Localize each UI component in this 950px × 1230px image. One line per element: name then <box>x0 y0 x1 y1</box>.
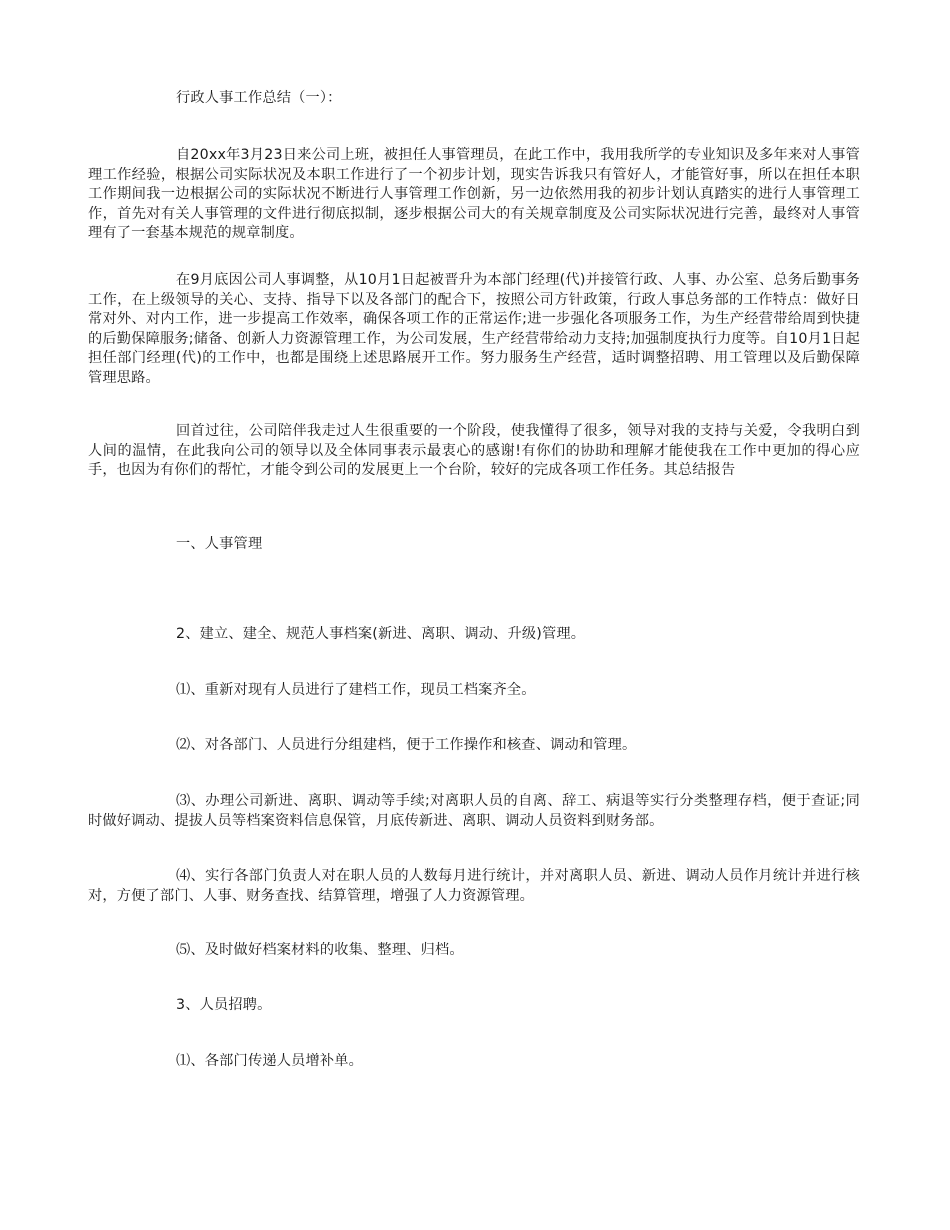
list-item: ⑴、各部门传递人员增补单。 <box>176 1053 364 1069</box>
paragraph-3: 回首过往，公司陪伴我走过人生很重要的一个阶段，使我懂得了很多，领导对我的支持与关爱，令我明白到人间的温情，在此我向公司的领导以及全体同事表示最衷心的感谢!有你们的协助和理解才能使我在工作中更加的得心应手，也因为有你们的帮忙，才能令到公司的发展更上一个台阶，较好的完成各项工作任务。其总结报告 <box>88 423 860 479</box>
list-item: ⑵、对各部门、人员进行分组建档，便于工作操作和核查、调动和管理。 <box>176 737 637 753</box>
document-title: 行政人事工作总结（一）： <box>176 90 342 106</box>
paragraph-2: 在9月底因公司人事调整，从10月1日起被晋升为本部门经理(代)并接管行政、人事、办公室、总务后勤事务工作，在上级领导的关心、支持、指导下以及各部门的配合下，按照公司方针政策，行政人事总务部的工作特点：做好日常对外、对内工作，进一步提高工作效率，确保各项工作的正常运作;进一步强化各项服务工作，为生产经营带给周到快捷的后勤保障服务;储备、创新人力资源管理工作，为公司发展，生产经营带给动力支持;加强制度执行力度等。自10月1日起担任部门经理(代)的工作中，也都是围绕上述思路展开工作。努力服务生产经营，适时调整招聘、用工管理以及后勤保障管理思路。 <box>88 272 860 386</box>
list-item: ⑶、办理公司新进、离职、调动等手续;对离职人员的自离、辞工、病退等实行分类整理存档，便于查证;同时做好调动、提拔人员等档案资料信息保管，月底传新进、离职、调动人员资料到财务部。 <box>88 793 860 829</box>
list-item: ⑴、重新对现有人员进行了建档工作，现员工档案齐全。 <box>176 682 536 698</box>
section-heading-personnel: 一、人事管理 <box>176 536 263 552</box>
list-item: ⑷、实行各部门负责人对在职人员的人数每月进行统计，并对离职人员、新进、调动人员作月统计并进行核对，方便了部门、人事、财务查找、结算管理，增强了人力资源管理。 <box>88 868 860 904</box>
paragraph-1: 自20xx年3月23日来公司上班，被担任人事管理员，在此工作中，我用我所学的专业知识及多年来对人事管理工作经验，根据公司实际状况及本职工作进行了一个初步计划，现实告诉我只有管好人，才能管好事，所以在担任本职工作期间我一边根据公司的实际状况不断进行人事管理工作创新，另一边依然用我的初步计划认真踏实的进行人事管理工作，首先对有关人事管理的文件进行彻底拟制，逐步根据公司大的有关规章制度及公司实际状况进行完善，最终对人事管理有了一套基本规范的规章制度。 <box>88 147 860 242</box>
list-item: 2、建立、建全、规范人事档案(新进、离职、调动、升级)管理。 <box>176 626 586 642</box>
list-item: ⑸、及时做好档案材料的收集、整理、归档。 <box>176 942 464 958</box>
list-item: 3、人员招聘。 <box>176 997 272 1013</box>
